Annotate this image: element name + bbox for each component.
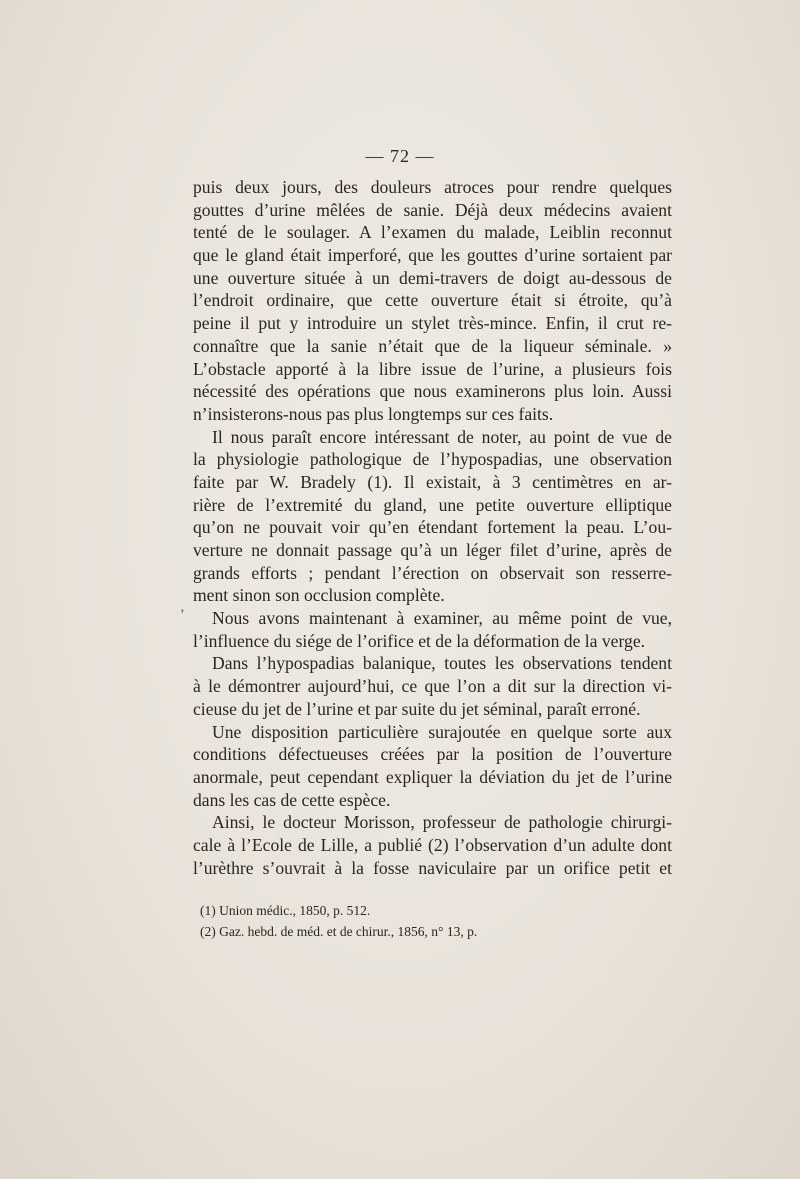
text-line: grands efforts ; pendant l’érection on observait son resserre- — [193, 562, 672, 583]
footnotes — [200, 900, 620, 942]
text-line: la physiologie pathologique de l’hypospadias, une observation — [193, 449, 672, 470]
text-line: l’urèthre s’ouvrait à la fosse naviculaire par un orifice petit et — [193, 857, 672, 878]
text-line: dans les cas de cette espèce. — [193, 789, 391, 810]
text-line: connaître que la sanie n’était que de la liqueur séminale. » — [193, 335, 672, 356]
text-line: anormale, peut cependant expliquer la déviation du jet de l’urine — [193, 766, 672, 787]
text-line: cieuse du jet de l’urine et par suite du jet séminal, paraît erroné. — [193, 698, 641, 719]
text-line: l’endroit ordinaire, que cette ouverture était si étroite, qu’à — [193, 290, 672, 311]
text-line: verture ne donnait passage qu’à un léger filet d’urine, après de — [193, 540, 672, 560]
text-line: peine il put y introduire un stylet très-mince. Enfin, il crut re- — [193, 313, 672, 334]
text-line: n’insisterons-nous pas plus longtemps sur ces faits. — [193, 403, 554, 424]
text-line: Ainsi, le docteur Morisson, professeur de pathologie chirurgi- — [212, 812, 672, 833]
text-line: Une disposition particulière surajoutée en quelque sorte aux — [212, 721, 672, 742]
text-line: que le gland était imperforé, que les gouttes d’urine sortaient par — [193, 245, 672, 266]
text-line: Nous avons maintenant à examiner, au même point de vue, — [212, 608, 672, 629]
margin-mark: ‚ — [180, 600, 185, 615]
text-line: L’obstacle apporté à la libre issue de l’urine, a plusieurs fois — [193, 358, 672, 379]
text-line: l’influence du siége de l’orifice et de la déformation de la verge. — [193, 630, 646, 651]
body-text — [193, 176, 672, 879]
text-line: rière de l’extremité du gland, une petite ouverture elliptique — [193, 494, 672, 515]
text-line: nécessité des opérations que nous examinerons plus loin. Aussi — [193, 381, 672, 402]
text-line: tenté de le soulager. A l’examen du malade, Leiblin reconnut — [193, 222, 672, 243]
text-line: conditions défectueuses créées par la position de l’ouverture — [193, 744, 672, 765]
text-line: à le démontrer aujourd’hui, ce que l’on a dit sur la direction vi- — [193, 676, 672, 697]
text-line: qu’on ne pouvait voir qu’en étendant fortement la peau. L’ou- — [193, 517, 672, 538]
text-line: gouttes d’urine mêlées de sanie. Déjà deux médecins avaient — [193, 199, 672, 220]
text-line: Dans l’hypospadias balanique, toutes les observations tendent — [212, 653, 672, 674]
page-number: — 72 — — [365, 146, 435, 166]
text-line: une ouverture située à un demi-travers de doigt au-dessous de — [193, 267, 672, 288]
text-line: Il nous paraît encore intéressant de noter, au point de vue de — [212, 426, 672, 447]
text-line: puis deux jours, des douleurs atroces pour rendre quelques — [193, 177, 672, 197]
footnote: (1) Union médic., 1850, p. 512. — [200, 903, 371, 918]
footnote: (2) Gaz. hebd. de méd. et de chirur., 1856, n° 13, p. — [200, 924, 478, 939]
text-line: faite par W. Bradely (1). Il existait, à 3 centimètres en ar- — [193, 471, 672, 492]
text-line: cale à l’Ecole de Lille, a publié (2) l’observation d’un adulte dont — [193, 834, 672, 855]
text-line: ment sinon son occlusion complète. — [193, 585, 445, 606]
